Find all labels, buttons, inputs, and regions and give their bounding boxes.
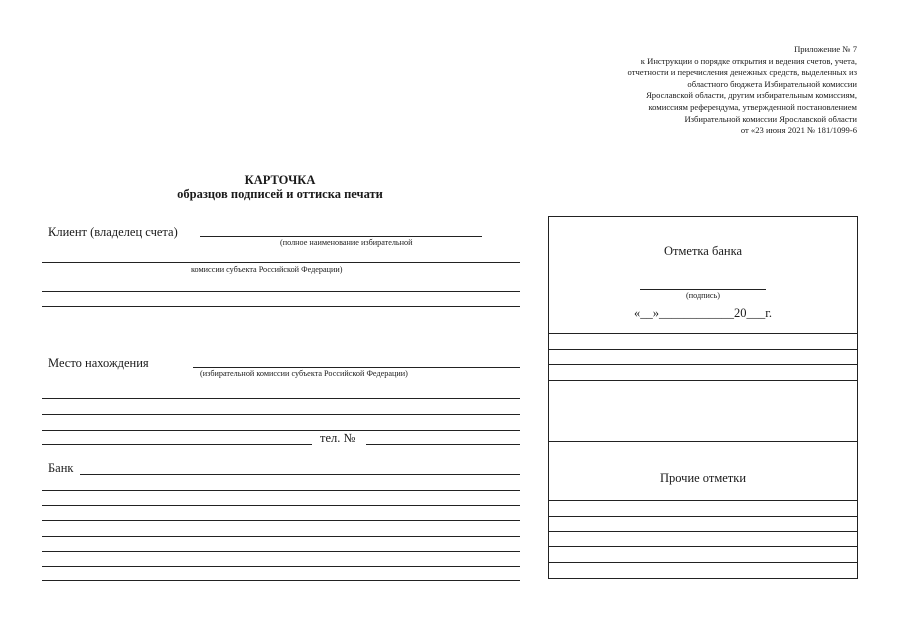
title-line-1: КАРТОЧКА — [244, 173, 316, 187]
signature-hint: (подпись) — [686, 291, 720, 300]
box-row-line — [548, 562, 858, 563]
box-row-line — [548, 333, 858, 334]
box-row-line — [548, 349, 858, 350]
box-row-line — [548, 441, 858, 442]
box-row-line — [548, 364, 858, 365]
appendix-header — [567, 44, 857, 137]
phone-label: тел. № — [320, 431, 356, 445]
bank-field-line[interactable] — [42, 551, 520, 552]
bank-field-line[interactable] — [42, 566, 520, 567]
location-field-line[interactable] — [42, 414, 520, 415]
header-line: Ярославской области, другим избирательным комиссиям, — [646, 90, 857, 101]
location-field-line[interactable] — [193, 367, 520, 368]
bank-mark-title: Отметка банка — [664, 244, 742, 258]
address-field-line[interactable] — [42, 444, 312, 445]
header-line: отчетности и перечисления денежных средств, выделенных из — [627, 67, 857, 78]
header-line: областного бюджета Избирательной комиссии — [687, 78, 857, 89]
box-row-line — [548, 531, 858, 532]
box-row-line — [548, 380, 858, 381]
other-marks-title: Прочие отметки — [659, 471, 747, 485]
form-title — [150, 173, 410, 201]
title-line-2: образцов подписей и оттиска печати — [177, 187, 383, 201]
box-row-line — [548, 500, 858, 501]
header-line: от «23 июня 2021 № 181/1099-6 — [740, 125, 857, 136]
client-field-line[interactable] — [42, 262, 520, 263]
bank-field-line[interactable] — [42, 580, 520, 581]
location-hint: (избирательной комиссии субъекта Российской Федерации) — [200, 369, 408, 378]
bank-mark-box — [548, 216, 858, 579]
client-field-line[interactable] — [42, 291, 520, 292]
location-field-line[interactable] — [42, 398, 520, 399]
box-row-line — [548, 546, 858, 547]
bank-field-line[interactable] — [42, 520, 520, 521]
bank-date-line[interactable]: «__»____________20___г. — [633, 306, 773, 320]
client-field-line[interactable] — [42, 306, 520, 307]
header-line: комиссиям референдума, утвержденной постановлением — [648, 101, 857, 112]
header-line: к Инструкции о порядке открытия и ведения счетов, учета, — [640, 55, 857, 66]
client-field-line[interactable] — [200, 236, 482, 237]
location-field-line[interactable] — [42, 430, 520, 431]
client-label: Клиент (владелец счета) — [48, 225, 178, 239]
client-hint-2: комиссии субъекта Российской Федерации) — [191, 265, 343, 274]
box-row-line — [548, 516, 858, 517]
phone-field-line[interactable] — [366, 444, 520, 445]
bank-field-line[interactable] — [42, 505, 520, 506]
bank-field-line[interactable] — [42, 536, 520, 537]
header-line: Приложение № 7 — [794, 44, 857, 54]
client-hint-1: (полное наименование избирательной — [280, 238, 413, 247]
bank-signature-line[interactable] — [640, 289, 766, 290]
header-line: Избирательной комиссии Ярославской области — [684, 113, 857, 124]
location-label: Место нахождения — [48, 356, 149, 370]
bank-field-line[interactable] — [42, 490, 520, 491]
bank-field-line[interactable] — [80, 474, 520, 475]
bank-label: Банк — [48, 461, 74, 475]
